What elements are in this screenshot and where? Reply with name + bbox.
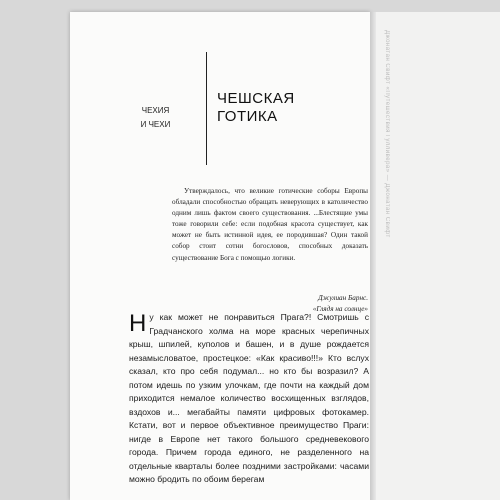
facing-page-bleed-text: Джонатан Свифт «Путешествия Гулливера» — Джонатан Свифт <box>384 30 390 238</box>
epigraph-text: Утверждалось, что великие готические соборы Европы обладали способностью обращать неверующих в католичество одним лишь фактом своего существования. ...Блестящие умы тоже говорили себе: если подобная красота существует, как может не быть истинной идея, ее породившая? Один такой собор стоит сотни богословов, способных доказать существование Бога с помощью логики. <box>172 187 368 262</box>
section-label-line-2: И ЧЕХИ <box>140 120 171 129</box>
chapter-title <box>217 90 377 126</box>
body-paragraph-text: у как может не понравиться Прага?! Смотришь с Градчанского холма на море красных черепичных крыш, шпилей, куполов и башен, и в душе рождается незамысловатое, простецкое: «Как красиво!!!» Кто вслух сказал, кто про себя подумал... но кто бы возразил? А потом идешь по узким улочкам, где почти на каждый дом приходится немалое количество восхищенных взглядов, вздохов и... мегабайты памяти цифровых фотокамер. Кстати, вот и первое объективное преимущество Праги: нигде в Европе нет такого большого средневекового города. Причем города единого, не разделенного на отдельные кварталы более поздними застройками: часами можно бродить по обоим берегам <box>129 312 369 484</box>
drop-cap: Н <box>129 310 147 337</box>
epigraph-source: «Глядя на солнце» <box>312 305 368 313</box>
epigraph-author: Джулиан Барнс. <box>318 294 368 302</box>
section-label <box>113 104 198 132</box>
body-text <box>129 311 369 487</box>
title-divider <box>206 52 207 165</box>
chapter-title-line-2: ГОТИКА <box>217 108 278 125</box>
epigraph <box>172 186 368 264</box>
section-label-line-1: ЧЕХИЯ <box>141 106 170 115</box>
body-paragraph <box>129 311 369 487</box>
facing-page <box>376 12 500 500</box>
chapter-title-line-1: ЧЕШСКАЯ <box>217 90 295 107</box>
